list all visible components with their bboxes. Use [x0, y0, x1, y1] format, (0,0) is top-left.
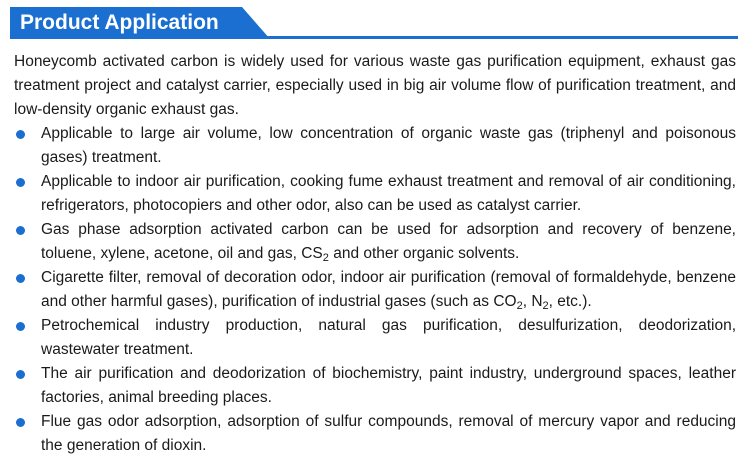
bullet-dot-icon — [16, 322, 25, 331]
list-item-text: Applicable to large air volume, low concentration of organic waste gas (triphenyl and poisonous gases) treatment. — [41, 125, 736, 166]
list-item — [14, 410, 736, 458]
list-item-text: The air purification and deodorization of biochemistry, paint industry, underground spaces, leather factories, animal breeding places. — [41, 365, 736, 406]
list-item — [14, 218, 736, 266]
list-item-text-part: and other organic solvents. — [328, 245, 520, 262]
list-item — [14, 170, 736, 218]
subscript: 2 — [516, 300, 523, 312]
list-item-text-part: , etc.). — [548, 293, 592, 310]
bullet-dot-icon — [16, 370, 25, 379]
list-item-text-part: Cigarette filter, removal of decoration odor, indoor air purification (removal of formaldehyde, benzene and other harmful gases), purification of industrial gases (such as CO — [41, 269, 736, 310]
application-content — [14, 50, 736, 458]
subscript: 2 — [322, 252, 329, 264]
list-item-text: Applicable to indoor air purification, cooking fume exhaust treatment and removal of air conditioning, refrigerators, photocopiers and other odor, also can be used as catalyst carrier. — [41, 173, 736, 214]
section-header — [10, 7, 738, 39]
list-item-text — [41, 269, 736, 310]
list-item — [14, 314, 736, 362]
bullet-dot-icon — [16, 178, 25, 187]
bullet-dot-icon — [16, 226, 25, 235]
bullet-dot-icon — [16, 418, 25, 427]
list-item — [14, 362, 736, 410]
list-item — [14, 266, 736, 314]
list-item — [14, 122, 736, 170]
subscript: 2 — [542, 300, 549, 312]
list-item-text — [41, 221, 736, 262]
intro-paragraph: Honeycomb activated carbon is widely used for various waste gas purification equipment, exhaust gas treatment project and catalyst carrier, especially used in big air volume flow of purification treatment, and low-density organic exhaust gas. — [14, 53, 736, 118]
list-item-text: Flue gas odor adsorption, adsorption of sulfur compounds, removal of mercury vapor and reducing the generation of dioxin. — [41, 413, 736, 454]
bullet-dot-icon — [16, 130, 25, 139]
application-list — [14, 122, 736, 458]
list-item-text: Petrochemical industry production, natural gas purification, desulfurization, deodorization, wastewater treatment. — [41, 317, 736, 358]
list-item-text-part: Gas phase adsorption activated carbon can be used for adsorption and recovery of benzene, toluene, xylene, acetone, oil and gas, CS — [41, 221, 736, 262]
bullet-dot-icon — [16, 274, 25, 283]
section-title: Product Application — [20, 11, 219, 34]
list-item-text-part: , N — [522, 293, 543, 310]
